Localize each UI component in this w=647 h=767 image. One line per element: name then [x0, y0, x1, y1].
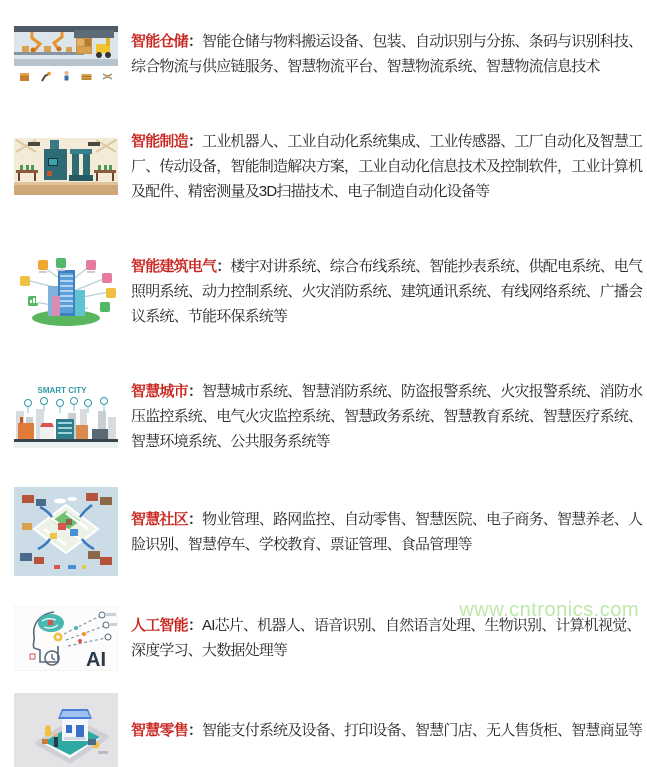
category-description: AI芯片、机器人、语音识别、自然语言处理、生物识别、计算机视觉、深度学习、大数据处理等 — [131, 617, 641, 659]
warehouse-icon-strip — [14, 70, 118, 83]
section-smart-manufacturing — [0, 114, 647, 219]
smart-city-image — [14, 381, 118, 453]
colon: ： — [187, 33, 203, 50]
section-text — [131, 507, 643, 557]
category-label: 智能制造 — [131, 133, 188, 150]
colon: ： — [187, 721, 203, 739]
category-description: 物业管理、路网监控、自动零售、智慧医院、电子商务、智慧养老、人脸识别、智慧停车、学校教育、票证管理、食品管理等 — [131, 510, 643, 553]
retail-store-image — [14, 693, 118, 767]
category-description: 智能支付系统及设备、打印设备、智慧门店、无人售货柜、智慧商显等 — [202, 721, 643, 739]
section-text — [131, 29, 643, 79]
category-description: 工业机器人、工业自动化系统集成、工业传感器、工厂自动化及智慧工厂、传动设备，智能制造解决方案，工业自动化信息技术及控制软件，工业计算机及配件、精密测量及3D扫描技术、电子制造自动化设备等 — [131, 133, 643, 200]
factory-image — [14, 138, 118, 195]
colon: ： — [187, 617, 203, 634]
box-icon — [18, 70, 31, 83]
retail-store-illustration — [14, 693, 118, 767]
section-text — [131, 254, 643, 329]
section-smart-city — [0, 364, 647, 469]
category-label: 智慧城市 — [131, 383, 188, 400]
warehouse-illustration — [14, 26, 118, 83]
drone-icon — [101, 70, 114, 83]
smart-city-label: SMART CITY — [37, 385, 87, 395]
section-smart-warehousing — [0, 14, 647, 94]
category-label: 智能仓储 — [131, 33, 188, 50]
section-smart-building-electrical — [0, 239, 647, 344]
section-text — [131, 129, 643, 204]
robot-arm-icon — [39, 70, 52, 83]
building-network-illustration — [14, 258, 118, 326]
category-description: 智能仓储与物料搬运设备、包装、自动识别与分拣、条码与识别科技、综合物流与供应链服务、智慧物流平台、智慧物流系统、智慧物流信息技术 — [131, 33, 643, 75]
category-label: 人工智能 — [131, 617, 188, 634]
colon: ： — [216, 258, 231, 275]
section-smart-community — [0, 487, 647, 576]
warehouse-image — [14, 26, 118, 66]
section-text — [131, 379, 643, 454]
building-network-image — [14, 258, 118, 326]
ai-head-illustration — [14, 606, 118, 671]
category-description: 智慧城市系统、智慧消防系统、防盗报警系统、火灾报警系统、消防水压监控系统、电气火灾监控系统、智慧政务系统、智慧教育系统、智慧医疗系统、智慧环境系统、公共服务系统等 — [131, 383, 643, 450]
site-watermark: www.cntronics.com — [459, 599, 639, 621]
ai-label: AI — [86, 648, 106, 671]
colon: ： — [187, 510, 203, 528]
smart-city-illustration — [14, 381, 118, 453]
category-label: 智慧社区 — [131, 510, 188, 528]
worker-icon — [60, 70, 73, 83]
community-map-image — [14, 487, 118, 576]
ai-head-image — [14, 606, 118, 671]
factory-illustration — [14, 138, 118, 195]
community-map-illustration — [14, 487, 118, 576]
colon: ： — [187, 133, 203, 150]
category-description: 楼宇对讲系统、综合布线系统、智能抄表系统、供配电系统、电气照明系统、动力控制系统、火灾消防系统、建筑通讯系统、有线网络系统、广播会议系统、节能环保系统等 — [131, 258, 643, 325]
category-label: 智能建筑电气 — [131, 258, 217, 275]
section-text — [131, 718, 643, 743]
category-label: 智慧零售 — [131, 721, 188, 739]
colon: ： — [187, 383, 203, 400]
pallet-icon — [80, 70, 93, 83]
section-smart-retail — [0, 693, 647, 767]
